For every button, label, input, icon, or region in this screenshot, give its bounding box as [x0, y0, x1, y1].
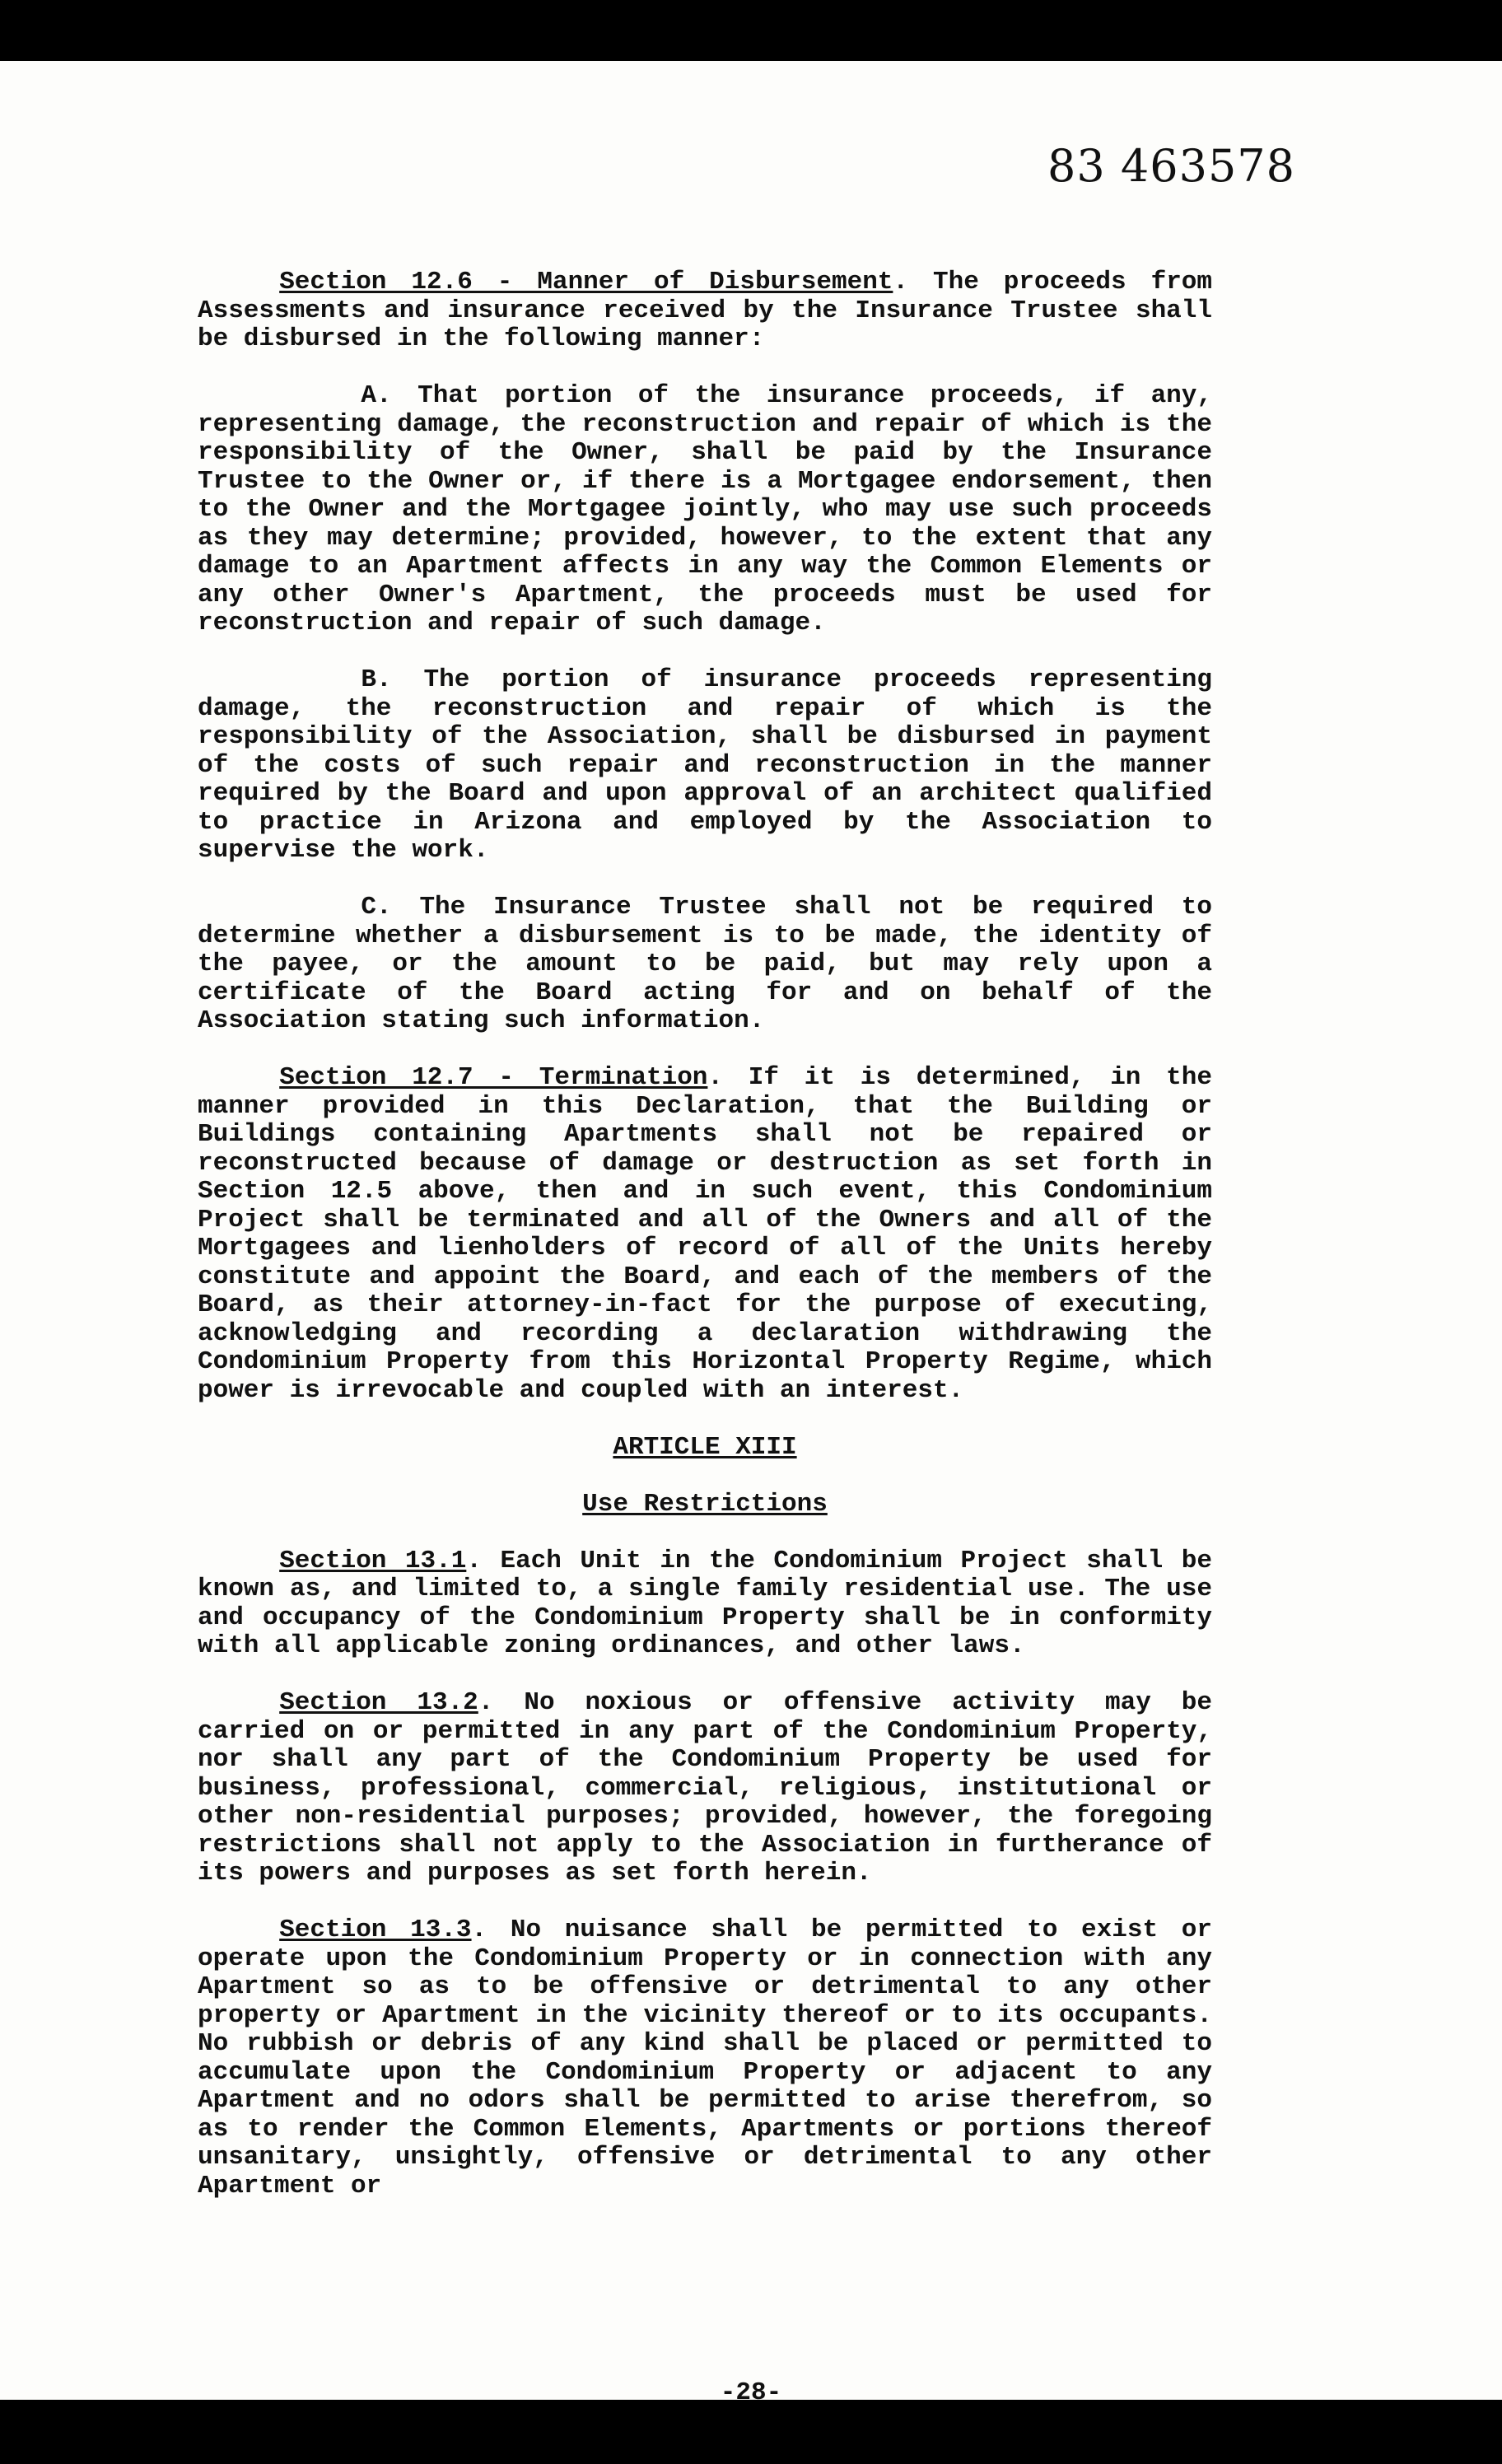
article-subtitle: Use Restrictions [582, 1489, 828, 1519]
section-12-6-item-a: A. That portion of the insurance proceeds, if any, representing damage, the reconstruction and repair of which is the responsibility of the Owner, shall be paid by the Insurance Trustee to the Owner or, if there is a Mortgagee endorsement, then to the Owner and the Mortgagee jointly, who may use such proceeds as they may determine; provided, however, to the extent that any damage to an Apartment affects in any way the Common Elements or any other Owner's Apartment, the proceeds must be used for reconstruction and repair of such damage. [198, 381, 1212, 637]
page-number: -28- [720, 2378, 782, 2400]
section-13-3-heading: Section 13.3 [279, 1916, 472, 1944]
section-13-2-heading: Section 13.2 [279, 1688, 478, 1717]
section-12-7 [198, 1064, 1212, 1405]
section-12-7-text: . If it is determined, in the manner provided in this Declaration, that the Building or Buildings containing Apartments shall not be repaired or reconstructed because of damage or destruction as set forth in Section 12.5 above, then and in such event, this Condominium Project shall be terminated and all of the Owners and all of the Mortgagees and lienholders of record of all of the Units hereby constitute and appoint the Board, and each of the members of the Board, as their attorney-in-fact for the purpose of executing, acknowledging and recording a declaration withdrawing the Condominium Property from this Horizontal Property Regime, which power is irrevocable and coupled with an interest. [198, 1063, 1212, 1405]
section-13-3 [198, 1916, 1212, 2200]
scan-border-top [0, 0, 1502, 61]
section-13-1 [198, 1547, 1212, 1661]
section-12-7-heading: Section 12.7 - Termination [279, 1063, 708, 1092]
section-12-6-text: . The proceeds from Assessments and insurance received by the Insurance Trustee shall be disbursed in the following manner: [198, 268, 1213, 353]
section-12-6-item-b: B. The portion of insurance proceeds representing damage, the reconstruction and repair of which is the responsibility of the Association, shall be disbursed in payment of the costs of such repair and reconstruction in the manner required by the Board and upon approval of an architect qualified to practice in Arizona and employed by the Association to supervise the work. [198, 665, 1212, 865]
scan-border-bottom [0, 2400, 1502, 2464]
document-body [198, 268, 1212, 2229]
document-number: 83 463578 [1047, 140, 1296, 192]
document-page [0, 61, 1502, 2400]
section-12-6-heading: Section 12.6 - Manner of Disbursement [279, 268, 893, 296]
section-13-1-text: . Each Unit in the Condominium Project shall be known as, and limited to, a single family residential use. The use and occupancy of the Condominium Property shall be in conformity with all applicable zoning ordinances, and other laws. [198, 1546, 1212, 1660]
section-13-3-text: . No nuisance shall be permitted to exist or operate upon the Condominium Property or in connection with any Apartment so as to be offensive or detrimental to any other property or Apartment in the vicinity thereof or to its occupants. No rubbish or debris of any kind shall be placed or permitted to accumulate upon the Condominium Property or adjacent to any Apartment and no odors shall be permitted to arise therefrom, so as to render the Common Elements, Apartments or portions thereof unsanitary, unsightly, offensive or detrimental to any other Apartment or [198, 1916, 1212, 2200]
article-title: ARTICLE XIII [613, 1432, 797, 1462]
section-13-2 [198, 1689, 1212, 1888]
section-13-2-text: . No noxious or offensive activity may be carried on or permitted in any part of the Condominium Property, nor shall any part of the Condominium Property be used for business, professional, commercial, religious, institutional or other non-residential purposes; provided, however, the foregoing restrictions shall not apply to the Association in furtherance of its powers and purposes as set forth herein. [198, 1688, 1212, 1888]
section-12-6 [198, 268, 1212, 354]
section-12-6-item-c: C. The Insurance Trustee shall not be required to determine whether a disbursement is to be made, the identity of the payee, or the amount to be paid, but may rely upon a certificate of the Board acting for and on behalf of the Association stating such information. [198, 893, 1212, 1035]
section-13-1-heading: Section 13.1 [279, 1546, 467, 1575]
